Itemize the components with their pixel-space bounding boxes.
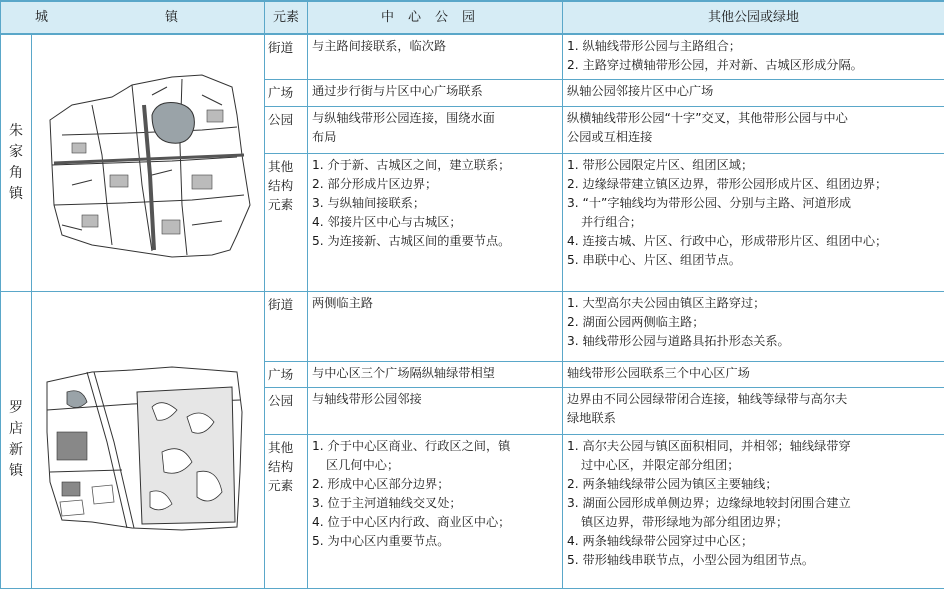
other-cell: 1. 大型高尔夫公园由镇区主路穿过； 2. 湖面公园两侧临主路； 3. 轴线带形公园与道路具拓扑形态关系。 xyxy=(563,292,944,362)
header-town: 城 镇 xyxy=(1,1,265,34)
other-cell: 纵轴公园邻接片区中心广场 xyxy=(563,79,944,106)
element-other-structure: 其他 结构 元素 xyxy=(265,434,308,588)
center-cell: 1. 介于新、古城区之间，建立联系； 2. 部分形成片区边界； 3. 与纵轴间接联系； 4. 邻接片区中心与古城区； 5. 为连接新、古城区间的重要节点。 xyxy=(308,153,563,291)
other-cell: 轴线带形公园联系三个中心区广场 xyxy=(563,361,944,387)
table-header-row xyxy=(1,1,944,34)
town-name-zhujiajiao: 朱 家 角 镇 xyxy=(1,34,32,292)
center-cell: 与纵轴线带形公园连接，围绕水面 布局 xyxy=(308,106,563,153)
element-park: 公园 xyxy=(265,388,308,435)
center-cell: 与主路间接联系，临次路 xyxy=(308,34,563,79)
element-plaza: 广场 xyxy=(265,79,308,106)
center-cell: 与轴线带形公园邻接 xyxy=(308,388,563,435)
zhujiajiao-map-image xyxy=(32,35,265,291)
center-cell: 通过步行街与片区中心广场联系 xyxy=(308,79,563,106)
other-cell: 边界由不同公园绿带闭合连接，轴线等绿带与高尔夫 绿地联系 xyxy=(563,388,944,435)
header-element: 元素 xyxy=(265,1,308,34)
element-street: 街道 xyxy=(265,292,308,362)
other-cell: 1. 高尔夫公园与镇区面积相同，并相邻；轴线绿带穿 过中心区，并限定部分组团； 2. 两条轴线绿带公园为镇区主要轴线； 3. 湖面公园形成单侧边界；边缘绿地较封闭围合建立 镇区边界，带形绿地为部分组团边界； 4. 两条轴线绿带公园穿过中心区； 5. 带形轴线串联节点，小型公园为组团节点。 xyxy=(563,434,944,588)
element-other-structure: 其他 结构 元素 xyxy=(265,153,308,291)
center-cell: 1. 介于中心区商业、行政区之间，镇 区几何中心； 2. 形成中心区部分边界； 3. 位于主河道轴线交叉处； 4. 位于中心区内行政、商业区中心； 5. 为中心区内重要节点。 xyxy=(308,434,563,588)
element-street: 街道 xyxy=(265,34,308,79)
header-other-parks: 其他公园或绿地 xyxy=(563,1,944,34)
header-center-park: 中心公园 xyxy=(308,1,563,34)
town-map-zhujiajiao xyxy=(32,34,265,292)
table-row xyxy=(1,292,944,362)
other-cell: 1. 带形公园限定片区、组团区域； 2. 边缘绿带建立镇区边界，带形公园形成片区、组团边界； 3. “十”字轴线均为带形公园、分别与主路、河道形成 并行组合； 4. 连接古城、片区、行政中心，形成带形片区、组团中心； 5. 串联中心、片区、组团节点。 xyxy=(563,153,944,291)
element-plaza: 广场 xyxy=(265,361,308,387)
other-cell: 纵横轴线带形公园“十字”交叉，其他带形公园与中心 公园或互相连接 xyxy=(563,106,944,153)
town-name-luodian: 罗 店 新 镇 xyxy=(1,292,32,589)
town-map-luodian xyxy=(32,292,265,589)
center-cell: 两侧临主路 xyxy=(308,292,563,362)
luodian-map-image xyxy=(32,292,265,588)
other-cell: 1. 纵轴线带形公园与主路组合； 2. 主路穿过横轴带形公园，并对新、古城区形成分隔。 xyxy=(563,34,944,79)
element-park: 公园 xyxy=(265,106,308,153)
center-cell: 与中心区三个广场隔纵轴绿带相望 xyxy=(308,361,563,387)
table-row xyxy=(1,34,944,79)
